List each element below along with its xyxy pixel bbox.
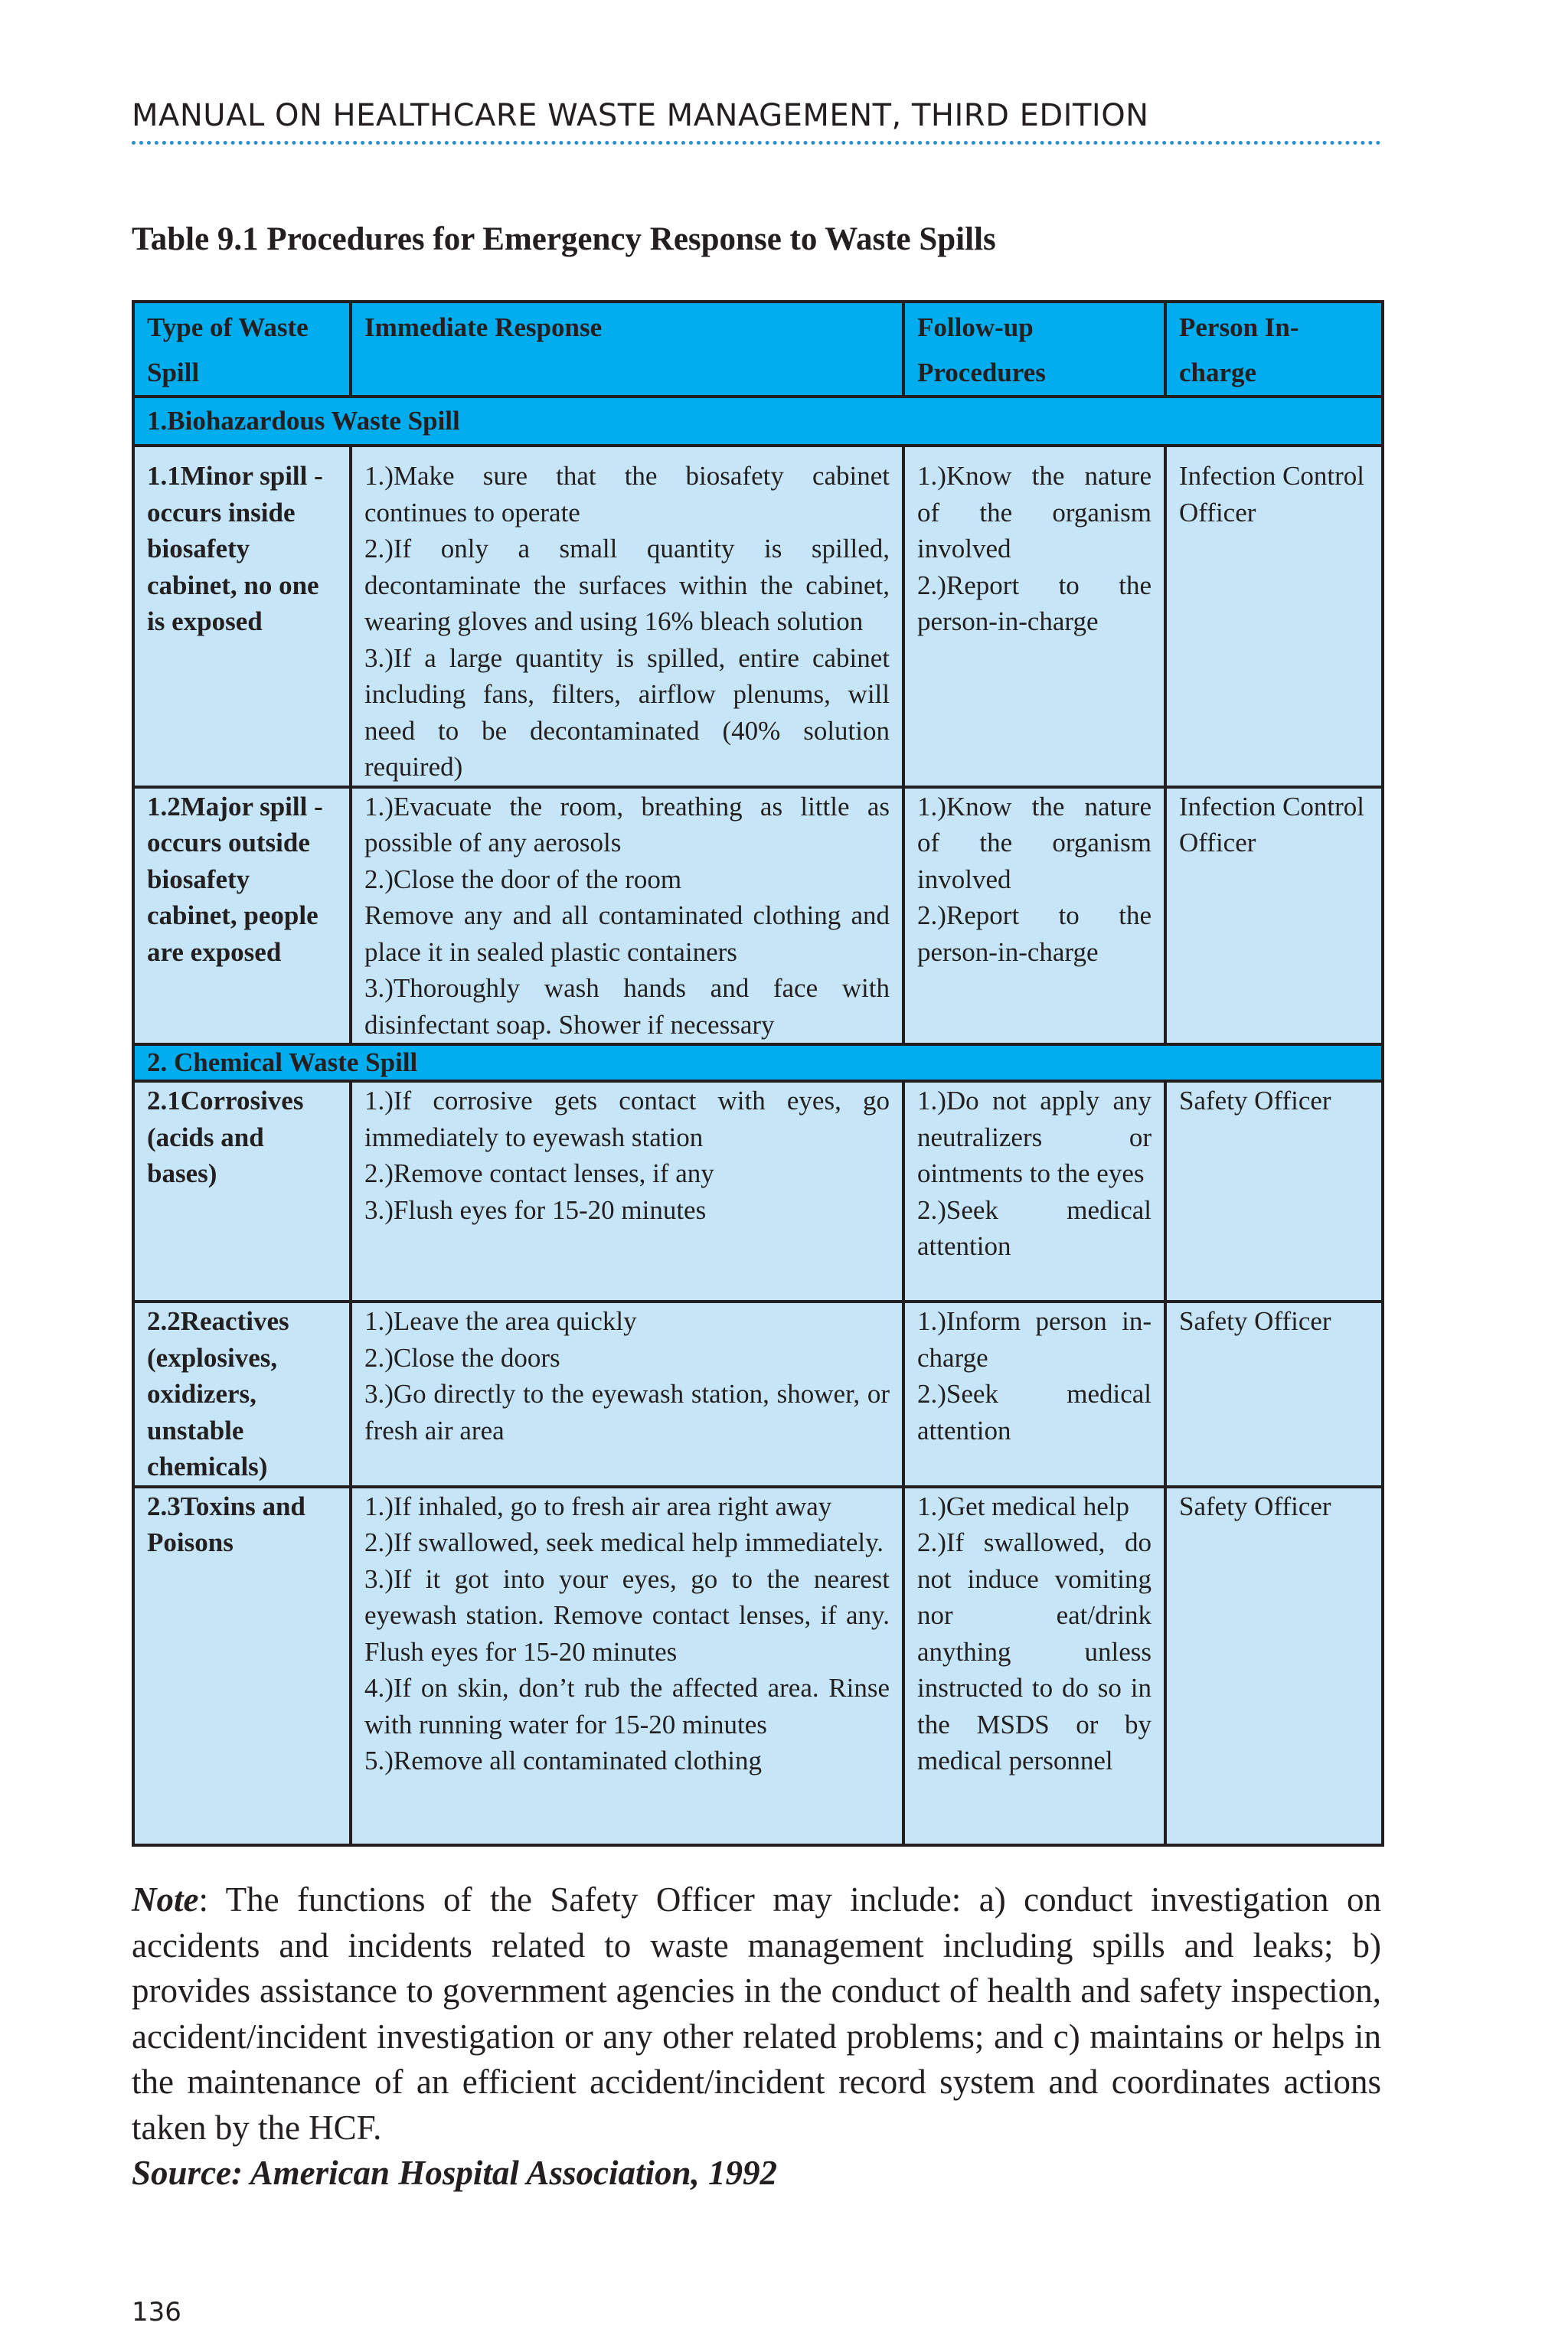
immediate-response-cell bbox=[351, 1487, 903, 1845]
response-step: Remove any and all contaminated clothing and place it in sealed plastic containers bbox=[364, 900, 890, 967]
header-person-in-charge: Person In-charge bbox=[1165, 302, 1383, 397]
response-step: 2.)If only a small quantity is spilled, decontaminate the surfaces within the cabinet, wearing gloves and using 16% bleach solution bbox=[364, 534, 890, 636]
follow-up-step: 1.)Do not apply any neutralizers or ointments to the eyes bbox=[917, 1086, 1152, 1188]
follow-up-step: 2.)Seek medical attention bbox=[917, 1379, 1152, 1446]
follow-up-cell bbox=[903, 1302, 1165, 1487]
note-text: : The functions of the Safety Officer may include: a) conduct investigation on accidents and incidents related to waste management including spills and leaks; b) provides assistance to government agencies in the conduct of health and safety inspection, accident/incident investigation or any other related problems; and c) maintains or helps in the maintenance of an efficient accident/incident record system and coordinates actions taken by the HCF. bbox=[132, 1880, 1381, 2147]
spill-type-cell: 1.1Minor spill - occurs inside biosafety cabinet, no one is exposed bbox=[133, 446, 351, 787]
response-step: 2.)If swallowed, seek medical help immediately. bbox=[364, 1527, 884, 1557]
table-row bbox=[133, 787, 1383, 1045]
response-step: 3.)Flush eyes for 15-20 minutes bbox=[364, 1194, 707, 1225]
response-step: 1.)Evacuate the room, breathing as little as possible of any aerosols bbox=[364, 791, 890, 858]
note-paragraph bbox=[132, 1877, 1381, 2151]
person-in-charge-cell: Safety Officer bbox=[1165, 1081, 1383, 1302]
section-biohazardous: 1.Biohazardous Waste Spill bbox=[133, 397, 1383, 446]
table-row bbox=[133, 1487, 1383, 1845]
header-type: Type of Waste Spill bbox=[133, 302, 351, 397]
response-step: 2.)Remove contact lenses, if any bbox=[364, 1158, 714, 1188]
person-in-charge-cell: Infection Control Officer bbox=[1165, 446, 1383, 787]
spill-type-cell: 1.2Major spill - occurs outside biosafety cabinet, people are exposed bbox=[133, 787, 351, 1045]
person-in-charge-cell: Safety Officer bbox=[1165, 1487, 1383, 1845]
response-step: 1.)If inhaled, go to fresh air area right away bbox=[364, 1491, 832, 1521]
header-immediate-response: Immediate Response bbox=[351, 302, 903, 397]
source-citation: Source: American Hospital Association, 1992 bbox=[132, 2154, 777, 2192]
person-in-charge-cell: Infection Control Officer bbox=[1165, 787, 1383, 1045]
header-dotted-rule bbox=[132, 141, 1381, 145]
follow-up-step: 1.)Inform person in-charge bbox=[917, 1306, 1152, 1373]
follow-up-step: 2.)Seek medical attention bbox=[917, 1194, 1152, 1261]
table-row bbox=[133, 1302, 1383, 1487]
follow-up-cell bbox=[903, 1081, 1165, 1302]
response-step: 4.)If on skin, don’t rub the affected area. Rinse with running water for 15-20 minutes bbox=[364, 1673, 890, 1740]
follow-up-cell bbox=[903, 1487, 1165, 1845]
table-row bbox=[133, 446, 1383, 787]
follow-up-step: 1.)Get medical help bbox=[917, 1491, 1129, 1521]
page-number: 136 bbox=[132, 2297, 181, 2328]
follow-up-step: 2.)Report to the person-in-charge bbox=[917, 900, 1152, 967]
response-step: 2.)Close the doors bbox=[364, 1342, 560, 1373]
follow-up-step: 2.)If swallowed, do not induce vomiting nor eat/drink anything unless instructed to do so in the MSDS or by medical personnel bbox=[917, 1527, 1152, 1775]
header-follow-up: Follow-up Procedures bbox=[903, 302, 1165, 397]
response-step: 5.)Remove all contaminated clothing bbox=[364, 1746, 763, 1775]
immediate-response-cell bbox=[351, 1081, 903, 1302]
follow-up-cell bbox=[903, 787, 1165, 1045]
immediate-response-cell bbox=[351, 446, 903, 787]
table-title: Table 9.1 Procedures for Emergency Response to Waste Spills bbox=[132, 221, 996, 257]
immediate-response-cell bbox=[351, 1302, 903, 1487]
section-row bbox=[133, 397, 1383, 446]
spill-type-cell: 2.2Reactives (explosives, oxidizers, unstable chemicals) bbox=[133, 1302, 351, 1487]
section-chemical: 2. Chemical Waste Spill bbox=[133, 1044, 1383, 1081]
table-row bbox=[133, 1081, 1383, 1302]
response-step: 3.)If it got into your eyes, go to the nearest eyewash station. Remove contact lenses, if any. Flush eyes for 15-20 minutes bbox=[364, 1563, 890, 1667]
follow-up-step: 1.)Know the nature of the organism involved bbox=[917, 461, 1152, 564]
response-step: 3.)Thoroughly wash hands and face with disinfectant soap. Shower if necessary bbox=[364, 973, 890, 1040]
response-step: 2.)Close the door of the room bbox=[364, 864, 682, 894]
follow-up-step: 2.)Report to the person-in-charge bbox=[917, 570, 1152, 636]
response-step: 1.)If corrosive gets contact with eyes, go immediately to eyewash station bbox=[364, 1086, 890, 1152]
response-step: 1.)Leave the area quickly bbox=[364, 1306, 637, 1336]
running-head: MANUAL ON HEALTHCARE WASTE MANAGEMENT, THIRD EDITION bbox=[132, 98, 1149, 133]
spill-type-cell: 2.3Toxins and Poisons bbox=[133, 1487, 351, 1845]
emergency-response-table bbox=[132, 300, 1384, 1847]
spill-type-cell: 2.1Corrosives (acids and bases) bbox=[133, 1081, 351, 1302]
response-step: 1.)Make sure that the biosafety cabinet continues to operate bbox=[364, 461, 890, 528]
response-step: 3.)Go directly to the eyewash station, shower, or fresh air area bbox=[364, 1379, 890, 1446]
person-in-charge-cell: Safety Officer bbox=[1165, 1302, 1383, 1487]
note-label: Note bbox=[132, 1880, 199, 1919]
section-row bbox=[133, 1044, 1383, 1081]
follow-up-step: 1.)Know the nature of the organism involved bbox=[917, 791, 1152, 894]
response-step: 3.)If a large quantity is spilled, entire cabinet including fans, filters, airflow plenums, will need to be decontaminated (40% solution required) bbox=[364, 642, 890, 782]
table-header-row bbox=[133, 302, 1383, 397]
follow-up-cell bbox=[903, 446, 1165, 787]
immediate-response-cell bbox=[351, 787, 903, 1045]
